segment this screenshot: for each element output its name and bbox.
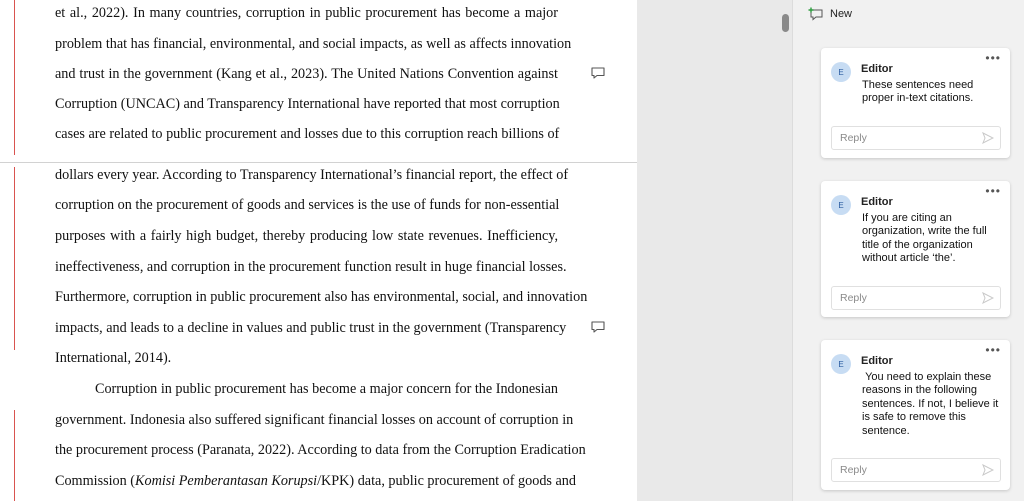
more-dots-icon[interactable]: •••	[985, 51, 1001, 65]
reply-placeholder: Reply	[840, 464, 867, 476]
scrollbar-thumb[interactable]	[782, 14, 789, 32]
document-line: corruption on the procurement of goods and services is the use of funds for non-essential	[55, 197, 560, 213]
send-arrow-icon[interactable]	[982, 132, 994, 144]
document-text: Commission (	[55, 473, 136, 489]
avatar: E	[831, 62, 851, 82]
document-line: impacts, and leads to a decline in values and public trust in the government (Transparency	[55, 320, 567, 336]
reply-placeholder: Reply	[840, 292, 867, 304]
document-line: Corruption in public procurement has become a major concern for the Indonesian	[95, 381, 558, 397]
new-comment-label: New	[830, 8, 853, 20]
comment-author: Editor	[861, 63, 893, 75]
comment-text: You need to explain these reasons in the following sentences. If not, I believe it is safe to remove this sentence.	[862, 371, 1002, 437]
document-margin	[637, 0, 792, 501]
more-dots-icon[interactable]: •••	[985, 184, 1001, 198]
document-line: the procurement process (Paranata, 2022). According to data from the Corruption Eradication	[55, 442, 586, 458]
avatar: E	[831, 195, 851, 215]
document-line: dollars every year. According to Transparency International’s financial report, the effect of	[55, 167, 569, 183]
document-line: cases are related to public procurement and losses due to this corruption reach billions of	[55, 126, 560, 142]
document-text-italic: Komisi Pemberantasan Korupsi	[135, 473, 318, 489]
reply-input[interactable]	[831, 126, 1001, 150]
comment-text: If you are citing an organization, write the full title of the organization without article ‘the’.	[862, 212, 987, 265]
avatar: E	[831, 354, 851, 374]
send-arrow-icon[interactable]	[982, 464, 994, 476]
change-bar	[14, 167, 15, 350]
comment-card[interactable]	[821, 48, 1010, 158]
comment-card[interactable]	[821, 340, 1010, 490]
comment-text: These sentences need proper in-text citations.	[862, 79, 974, 105]
document-line: and trust in the government (Kang et al., 2023). The United Nations Convention against	[55, 66, 558, 82]
document-line: Corruption (UNCAC) and Transparency International have reported that most corruption	[55, 96, 560, 112]
comment-card[interactable]	[821, 181, 1010, 317]
change-bar	[14, 410, 15, 501]
comment-author: Editor	[861, 196, 893, 208]
reply-input[interactable]	[831, 286, 1001, 310]
document-line: Furthermore, corruption in public procurement also has environmental, social, and innovation	[55, 289, 588, 305]
document-line	[55, 471, 576, 491]
document-line: International, 2014).	[55, 350, 172, 366]
reply-input[interactable]	[831, 458, 1001, 482]
speech-bubble-icon[interactable]	[591, 321, 605, 333]
more-dots-icon[interactable]: •••	[985, 343, 1001, 357]
new-comment-icon	[808, 7, 824, 21]
document-line: purposes with a fairly high budget, thereby producing low state revenues. Inefficiency,	[55, 228, 558, 244]
document-line: ineffectiveness, and corruption in the procurement function result in huge financial losses.	[55, 259, 567, 275]
speech-bubble-icon[interactable]	[591, 67, 605, 79]
page-break	[0, 162, 637, 163]
change-bar	[14, 0, 15, 155]
document-text: /KPK) data, public procurement of goods and	[317, 473, 576, 489]
document-line: problem that has financial, environmental, and social impacts, as well as affects innovation	[55, 36, 572, 52]
scrollbar-track[interactable]	[781, 0, 791, 501]
comment-author: Editor	[861, 355, 893, 367]
document-line: government. Indonesia also suffered significant financial losses on account of corruption in	[55, 412, 574, 428]
new-comment-button[interactable]	[808, 5, 852, 23]
reply-placeholder: Reply	[840, 132, 867, 144]
send-arrow-icon[interactable]	[982, 292, 994, 304]
document-line: et al., 2022). In many countries, corruption in public procurement has become a major	[55, 5, 558, 21]
